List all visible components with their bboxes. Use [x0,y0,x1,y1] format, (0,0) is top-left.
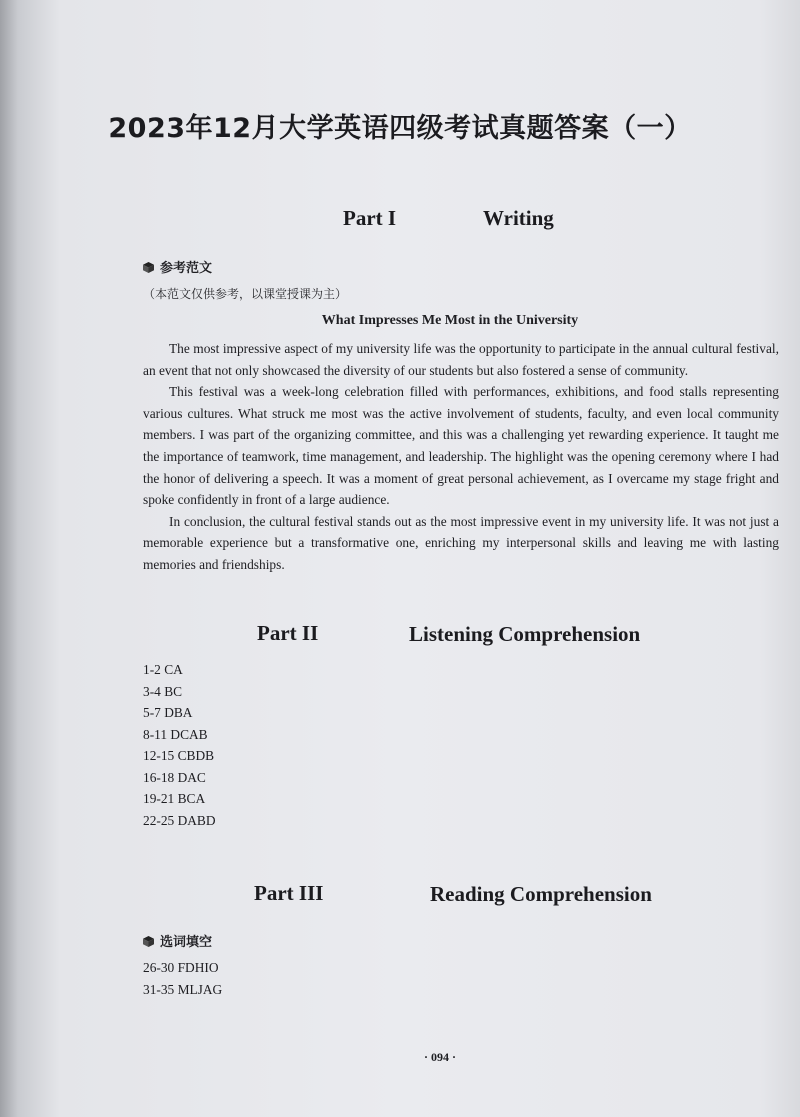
answer-row: 1-2 CA [143,662,183,677]
answer-row: 8-11 DCAB [143,726,208,742]
answer-row: 31-35 MLJAG [143,981,223,997]
answer-row: 5-7 DBA [143,705,193,720]
answer-row: 12-15 CBDB [143,748,215,763]
reading-answers [143,957,222,1000]
answer-row: 22-25 DABD [143,812,216,828]
cube-icon [143,936,154,947]
essay-title: What Impresses Me Most in the University [321,313,579,328]
part3-label: Part III [254,881,324,905]
reference-note: （本范文仅供参考，以课堂授课为主） [143,287,348,301]
essay-paragraph: In conclusion, the cultural festival stands out as the most impressive event in my university life. It was not just a memorable experience but a transformative one, enriching my interpersonal skills and leaving me with lasting memories and friendships. [143,513,779,572]
word-bank-label: 选词填空 [160,935,213,950]
answer-row: 3-4 BC [143,683,183,699]
sample-essay-section [143,257,212,276]
listening-answers [143,659,216,831]
part2-label: Part II [257,621,319,645]
essay-paragraph: This festival was a week-long celebration filled with performances, exhibitions, and food stalls representing various cultures. What struck me most was the active involvement of students, faculty, and even local community members. I was part of the organizing committee, and this was a challenging yet rewarding experience. It taught me the importance of teamwork, time management, and leadership. The highlight was the opening ceremony where I had the honor of delivering a speech. It was a moment of great personal achievement, as I overcame my stage fright and spoke confidently in front of a large audience. [143,384,779,508]
answer-row: 26-30 FDHIO [143,960,219,975]
part1-name: Writing [483,206,554,230]
part2-name: Listening Comprehension [409,622,641,646]
part1-label: Part I [343,206,397,230]
page-title: 2023年12月大学英语四级考试真题答案（一） [108,113,692,144]
answer-row: 16-18 DAC [143,769,206,785]
word-bank-section [143,931,212,950]
essay-body [143,338,779,576]
page-number: · 094 · [423,1050,456,1064]
essay-paragraph: The most impressive aspect of my university life was the opportunity to participate in the annual cultural festival, an event that not only showcased the diversity of our students but also fostered a sense of community. [143,341,779,378]
cube-icon [143,262,154,273]
sample-essay-label: 参考范文 [160,261,213,276]
part3-name: Reading Comprehension [430,882,652,906]
answer-row: 19-21 BCA [143,791,206,806]
